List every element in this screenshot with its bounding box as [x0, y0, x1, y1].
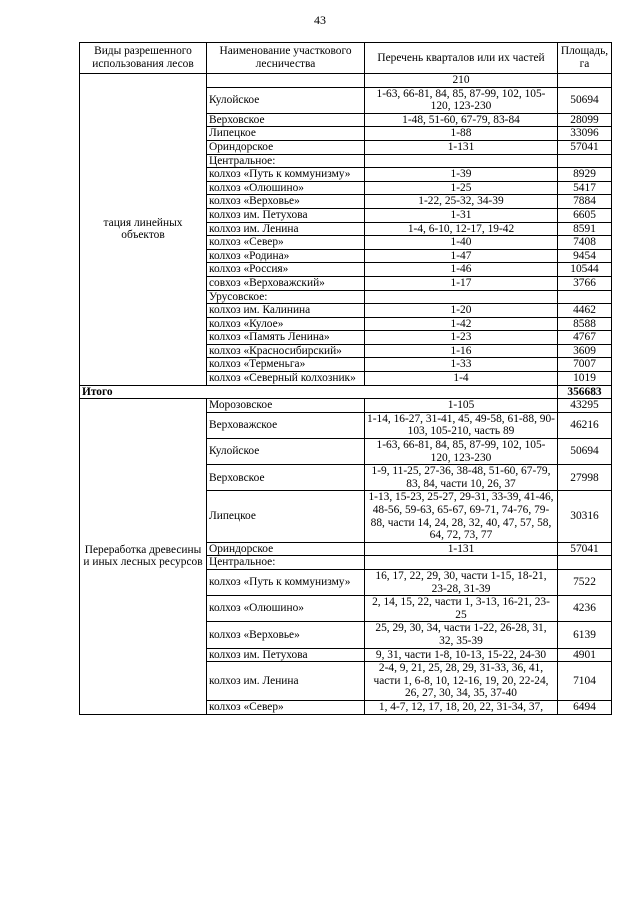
forestry-name: Липецкое — [207, 127, 365, 141]
header-area: Площадь, га — [558, 43, 612, 74]
quarters-cell: 2-4, 9, 21, 25, 28, 29, 31-33, 36, 41, части 1, 6-8, 10, 12-16, 19, 20, 22-24, 26, 27, 30, 34, 35, 37-40 — [365, 662, 558, 701]
total-label: Итого — [80, 385, 558, 399]
forestry-name: совхоз «Верховажский» — [207, 276, 365, 290]
area-cell: 5417 — [558, 181, 612, 195]
quarters-cell: 210 — [365, 74, 558, 88]
area-cell: 8929 — [558, 168, 612, 182]
quarters-cell: 1-14, 16-27, 31-41, 45, 49-58, 61-88, 90-103, 105-210, часть 89 — [365, 412, 558, 438]
forestry-name: колхоз им. Ленина — [207, 662, 365, 701]
quarters-cell: 1-13, 15-23, 25-27, 29-31, 33-39, 41-46, 48-56, 59-63, 65-67, 69-71, 74-76, 79-88, части 14, 24, 28, 32, 40, 47, 57, 58, 64, 72, 73, 77 — [365, 491, 558, 542]
area-cell: 8588 — [558, 317, 612, 331]
area-cell: 4236 — [558, 596, 612, 622]
forestry-name: колхоз «Путь к коммунизму» — [207, 168, 365, 182]
quarters-cell: 1-9, 11-25, 27-36, 38-48, 51-60, 67-79, 83, 84, части 10, 26, 37 — [365, 465, 558, 491]
area-cell: 6494 — [558, 700, 612, 714]
forestry-name: Морозовское — [207, 399, 365, 413]
area-cell: 30316 — [558, 491, 612, 542]
area-cell: 6605 — [558, 208, 612, 222]
forestry-name: колхоз «Верховье» — [207, 195, 365, 209]
total-value: 356683 — [558, 385, 612, 399]
forestry-name: колхоз «Россия» — [207, 263, 365, 277]
area-cell: 4462 — [558, 304, 612, 318]
forestry-name: Кулойское — [207, 87, 365, 113]
forestry-name: колхоз им. Петухова — [207, 648, 365, 662]
quarters-cell: 1-88 — [365, 127, 558, 141]
quarters-cell: 1-31 — [365, 208, 558, 222]
header-row — [80, 43, 612, 74]
forestry-name: колхоз им. Ленина — [207, 222, 365, 236]
quarters-cell: 1-39 — [365, 168, 558, 182]
area-cell: 50694 — [558, 439, 612, 465]
forestry-name: колхоз «Память Ленина» — [207, 331, 365, 345]
area-cell: 7522 — [558, 569, 612, 595]
area-cell: 8591 — [558, 222, 612, 236]
quarters-cell: 9, 31, части 1-8, 10-13, 15-22, 24-30 — [365, 648, 558, 662]
quarters-cell: 1-25 — [365, 181, 558, 195]
quarters-cell: 1-33 — [365, 358, 558, 372]
total-row — [80, 385, 612, 399]
header-quarters: Перечень кварталов или их частей — [365, 43, 558, 74]
quarters-cell — [365, 556, 558, 570]
forestry-name: Липецкое — [207, 491, 365, 542]
area-cell: 7104 — [558, 662, 612, 701]
quarters-cell — [365, 154, 558, 168]
area-cell — [558, 556, 612, 570]
forestry-name: Центральное: — [207, 556, 365, 570]
forestry-name: колхоз «Олюшино» — [207, 181, 365, 195]
quarters-cell: 1-40 — [365, 236, 558, 250]
area-cell: 43295 — [558, 399, 612, 413]
forestry-name: колхоз им. Калинина — [207, 304, 365, 318]
area-cell: 10544 — [558, 263, 612, 277]
quarters-cell: 1-17 — [365, 276, 558, 290]
quarters-cell: 1-47 — [365, 249, 558, 263]
forestry-name: колхоз им. Петухова — [207, 208, 365, 222]
forestry-name: колхоз «Терменьга» — [207, 358, 365, 372]
area-cell: 4767 — [558, 331, 612, 345]
quarters-cell: 1-42 — [365, 317, 558, 331]
area-cell: 1019 — [558, 372, 612, 386]
header-kind: Виды разрешенного использования лесов — [80, 43, 207, 74]
area-cell: 57041 — [558, 140, 612, 154]
quarters-cell: 1-131 — [365, 542, 558, 556]
quarters-cell: 1-63, 66-81, 84, 85, 87-99, 102, 105-120, 123-230 — [365, 87, 558, 113]
area-cell: 7408 — [558, 236, 612, 250]
quarters-cell: 1-4 — [365, 372, 558, 386]
area-cell: 4901 — [558, 648, 612, 662]
quarters-cell — [365, 290, 558, 304]
quarters-cell: 25, 29, 30, 34, части 1-22, 26-28, 31, 32, 35-39 — [365, 622, 558, 648]
forestry-name: Верховское — [207, 465, 365, 491]
forestry-name: колхоз «Красносибирский» — [207, 344, 365, 358]
area-cell: 28099 — [558, 113, 612, 127]
forestry-name: колхоз «Верховье» — [207, 622, 365, 648]
land-use-table — [79, 42, 612, 715]
quarters-cell: 1-16 — [365, 344, 558, 358]
area-cell: 46216 — [558, 412, 612, 438]
area-cell: 7884 — [558, 195, 612, 209]
forestry-name: Верховское — [207, 113, 365, 127]
forestry-name: Центральное: — [207, 154, 365, 168]
header-forestry: Наименование участкового лесничества — [207, 43, 365, 74]
forestry-name: колхоз «Кулое» — [207, 317, 365, 331]
use-kind-cell: тация линейных объектов — [80, 74, 207, 386]
quarters-cell: 1-20 — [365, 304, 558, 318]
forestry-name: колхоз «Путь к коммунизму» — [207, 569, 365, 595]
quarters-cell: 1-63, 66-81, 84, 85, 87-99, 102, 105-120, 123-230 — [365, 439, 558, 465]
area-cell: 33096 — [558, 127, 612, 141]
area-cell — [558, 154, 612, 168]
page-number: 43 — [314, 13, 326, 27]
forestry-name: колхоз «Родина» — [207, 249, 365, 263]
table-row — [80, 74, 612, 88]
quarters-cell: 1-23 — [365, 331, 558, 345]
forestry-name — [207, 74, 365, 88]
quarters-cell: 16, 17, 22, 29, 30, части 1-15, 18-21, 23-28, 31-39 — [365, 569, 558, 595]
quarters-cell: 1-131 — [365, 140, 558, 154]
area-cell: 7007 — [558, 358, 612, 372]
area-cell: 50694 — [558, 87, 612, 113]
quarters-cell: 1-46 — [365, 263, 558, 277]
quarters-cell: 1, 4-7, 12, 17, 18, 20, 22, 31-34, 37, — [365, 700, 558, 714]
forestry-name: колхоз «Олюшино» — [207, 596, 365, 622]
forestry-name: Кулойское — [207, 439, 365, 465]
forestry-name: колхоз «Север» — [207, 236, 365, 250]
area-cell: 57041 — [558, 542, 612, 556]
quarters-cell: 1-105 — [365, 399, 558, 413]
forestry-name: Ориндорское — [207, 140, 365, 154]
table-body — [80, 74, 612, 715]
area-cell: 27998 — [558, 465, 612, 491]
forestry-name: Урусовское: — [207, 290, 365, 304]
quarters-cell: 1-48, 51-60, 67-79, 83-84 — [365, 113, 558, 127]
quarters-cell: 2, 14, 15, 22, части 1, 3-13, 16-21, 23-25 — [365, 596, 558, 622]
forestry-name: колхоз «Северный колхозник» — [207, 372, 365, 386]
forestry-name: колхоз «Север» — [207, 700, 365, 714]
area-cell — [558, 290, 612, 304]
area-cell: 6139 — [558, 622, 612, 648]
quarters-cell: 1-4, 6-10, 12-17, 19-42 — [365, 222, 558, 236]
area-cell — [558, 74, 612, 88]
forestry-name: Верховажское — [207, 412, 365, 438]
use-kind-cell: Переработка древесины и иных лесных ресурсов — [80, 399, 207, 714]
area-cell: 3609 — [558, 344, 612, 358]
area-cell: 9454 — [558, 249, 612, 263]
forestry-name: Ориндорское — [207, 542, 365, 556]
area-cell: 3766 — [558, 276, 612, 290]
table-row — [80, 399, 612, 413]
quarters-cell: 1-22, 25-32, 34-39 — [365, 195, 558, 209]
